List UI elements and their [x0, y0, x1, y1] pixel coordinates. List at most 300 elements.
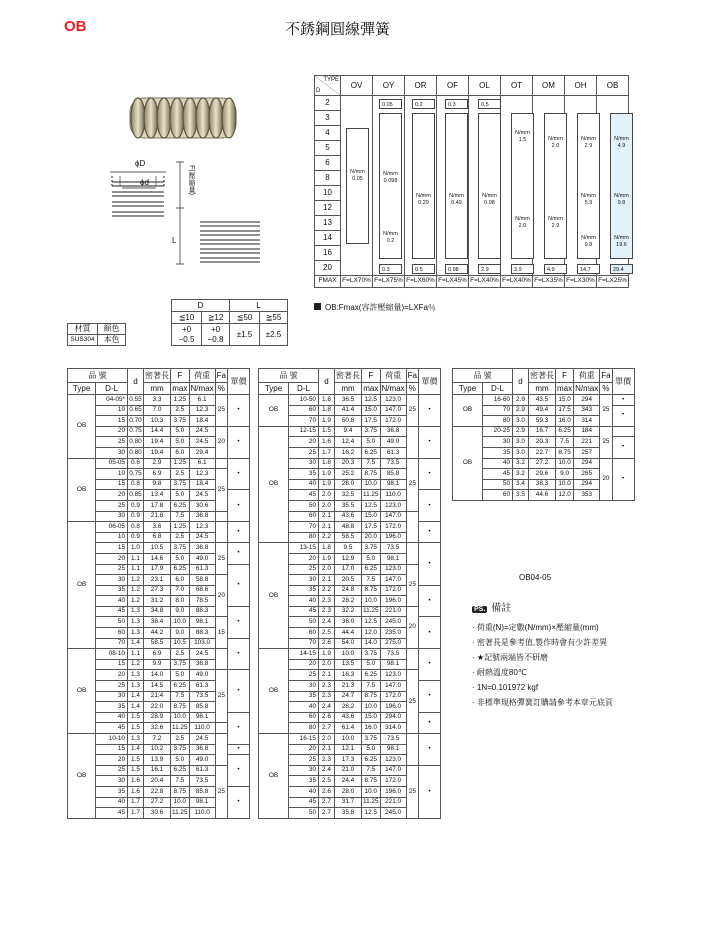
value-cell: 235.0: [380, 628, 406, 639]
table-row: [68, 522, 250, 533]
dl-cell: 45: [288, 606, 318, 617]
price-cell: •: [419, 522, 441, 543]
fa-cell: 25: [600, 426, 612, 458]
value-cell: 3.75: [362, 426, 381, 437]
dl-cell: 35: [288, 469, 318, 480]
value-cell: 10.0: [335, 734, 362, 745]
bottom-value: 0.5: [412, 264, 435, 274]
fa-cell: [406, 511, 418, 543]
note-item: · 1N=0.101972 kgf: [472, 683, 539, 692]
value-cell: 73.5: [380, 543, 406, 554]
value-cell: 12.5: [362, 395, 381, 406]
dl-cell: 15: [96, 543, 128, 554]
fa-cell: [215, 522, 227, 543]
value-cell: 28.0: [335, 786, 362, 797]
value-cell: 12.9: [335, 553, 362, 564]
value-cell: 3.75: [171, 416, 190, 427]
type-range-bar: [544, 113, 567, 259]
value-cell: 12.4: [335, 437, 362, 448]
value-cell: 10.0: [362, 786, 381, 797]
value-cell: 1.4: [128, 691, 144, 702]
value-cell: 21.0: [335, 765, 362, 776]
price-cell: •: [612, 437, 634, 458]
material-value: SUS304: [68, 335, 98, 346]
value-cell: 1.2: [128, 585, 144, 596]
value-cell: 2.5: [171, 469, 190, 480]
value-cell: 353: [574, 490, 600, 501]
value-cell: 2.4: [319, 617, 335, 628]
value-cell: 24.5: [189, 437, 215, 448]
type-header: Type: [453, 383, 483, 395]
value-cell: 88.3: [189, 606, 215, 617]
value-cell: 1.25: [171, 395, 190, 406]
dl-cell: 15: [96, 479, 128, 490]
value-cell: 61.4: [335, 723, 362, 734]
value-cell: 20.0: [362, 532, 381, 543]
value-cell: 13.5: [335, 659, 362, 670]
value-cell: 8.75: [362, 469, 381, 480]
value-cell: 9.0: [171, 606, 190, 617]
bottom-value: 14.7: [577, 264, 600, 274]
value-cell: 2.0: [319, 564, 335, 575]
value-cell: 1.6: [128, 786, 144, 797]
rate-label: N/mm 19.6: [614, 235, 629, 248]
dl-cell: 06-05: [96, 522, 128, 533]
value-cell: 9.8: [144, 479, 171, 490]
value-cell: 7.5: [362, 458, 381, 469]
value-cell: 221.0: [380, 797, 406, 808]
value-cell: 123.0: [380, 755, 406, 766]
value-cell: 110.0: [189, 808, 215, 819]
value-cell: 2.5: [171, 532, 190, 543]
value-cell: 103.0: [189, 638, 215, 649]
value-cell: 10.0: [335, 649, 362, 660]
value-cell: 0.75: [128, 426, 144, 437]
table-row: [68, 670, 250, 681]
dl-cell: 35: [96, 585, 128, 596]
value-cell: 294: [574, 479, 600, 490]
F-header: F: [556, 369, 574, 383]
value-cell: 1.2: [128, 575, 144, 586]
value-cell: 43.6: [335, 511, 362, 522]
d-value: 14: [315, 231, 341, 246]
value-cell: 22.0: [144, 702, 171, 713]
series-code: OB: [64, 18, 87, 35]
value-cell: 10.2: [144, 744, 171, 755]
dl-cell: 45: [96, 723, 128, 734]
fa-cell: [215, 723, 227, 734]
type-header: OB: [597, 76, 629, 96]
price-cell: •: [228, 638, 250, 670]
value-cell: 123.0: [380, 500, 406, 511]
value-cell: 0.8: [128, 522, 144, 533]
fmax-label: FMAX: [315, 276, 341, 288]
value-cell: 24.5: [189, 734, 215, 745]
type-cell: OB: [68, 395, 96, 459]
rate-label: N/mm 0.098: [383, 170, 398, 184]
value-cell: 15.0: [362, 405, 381, 416]
value-cell: 49.4: [529, 405, 556, 416]
value-cell: 14.4: [144, 426, 171, 437]
value-cell: 3.3: [144, 395, 171, 406]
table-row: [68, 426, 250, 437]
dl-cell: 15: [96, 416, 128, 427]
value-cell: 1.1: [128, 564, 144, 575]
value-cell: 7.5: [362, 765, 381, 776]
d-value: 12: [315, 201, 341, 216]
dl-cell: 20: [288, 659, 318, 670]
value-cell: 49.0: [380, 437, 406, 448]
value-cell: 123.0: [380, 395, 406, 406]
color-value: 本色: [98, 335, 126, 346]
dl-cell: 25: [96, 437, 128, 448]
value-cell: 3.0: [513, 437, 529, 448]
table-row: [68, 723, 250, 734]
value-cell: 6.25: [171, 765, 190, 776]
table-row: [259, 395, 441, 406]
value-cell: 1.2: [128, 659, 144, 670]
value-cell: 28.2: [335, 702, 362, 713]
value-cell: 49.0: [189, 553, 215, 564]
value-cell: 35.5: [335, 500, 362, 511]
value-cell: 27.2: [144, 797, 171, 808]
mm-header: mm: [335, 383, 362, 395]
price-cell: •: [228, 395, 250, 427]
dl-cell: 70: [288, 416, 318, 427]
max-header: max: [172, 383, 188, 393]
value-cell: 59.3: [529, 416, 556, 427]
value-cell: 12.0: [556, 490, 574, 501]
phi-d-label: ϕd: [140, 178, 149, 187]
value-cell: 275.0: [380, 638, 406, 649]
legend-text: OB:Fmax(容許壓縮量)=LXFa％: [325, 303, 436, 312]
top-value: 0.05: [379, 99, 402, 109]
value-cell: 8.75: [362, 691, 381, 702]
load-header: 荷重: [380, 369, 406, 383]
note-item: · 荷重(N)=定數(N/mm)×壓縮量(mm): [472, 623, 599, 632]
value-cell: 3.6: [144, 522, 171, 533]
compressed-coil: [200, 222, 260, 262]
value-cell: 110.0: [189, 723, 215, 734]
notes-title: 備註: [491, 603, 512, 614]
price-cell: •: [228, 543, 250, 564]
value-cell: 2.3: [319, 681, 335, 692]
value-cell: 3.5: [513, 490, 529, 501]
value-cell: 98.1: [380, 553, 406, 564]
d-value: 13: [315, 216, 341, 231]
rate-label: N/mm 5.9: [581, 193, 596, 206]
type-header: OF: [437, 76, 469, 96]
value-cell: 61.3: [380, 447, 406, 458]
price-cell: •: [419, 649, 441, 681]
price-header: 單價: [612, 369, 634, 395]
type-cell: OB: [259, 543, 289, 649]
value-cell: 2.7: [319, 808, 335, 819]
value-cell: 172.0: [380, 776, 406, 787]
dl-cell: 10: [96, 469, 128, 480]
value-cell: 32.2: [335, 606, 362, 617]
value-cell: 22.8: [144, 786, 171, 797]
value-cell: 16.3: [335, 670, 362, 681]
value-cell: 3.0: [513, 416, 529, 427]
value-cell: 48.8: [335, 522, 362, 533]
fa-cell: 25: [215, 670, 227, 723]
value-cell: 0.9: [128, 500, 144, 511]
value-cell: 265: [574, 469, 600, 480]
price-cell: •: [228, 744, 250, 755]
value-cell: 49.0: [189, 755, 215, 766]
dl-cell: 60: [288, 712, 318, 723]
bottom-value: 29.4: [610, 264, 633, 274]
dl-cell: 25: [288, 670, 318, 681]
value-cell: 73.5: [380, 649, 406, 660]
dl-cell: 70: [96, 638, 128, 649]
nmm-header: N/max: [575, 383, 599, 393]
note-item: · 非標準規格彈簧訂購請參考本章元底頁: [472, 698, 613, 707]
dl-cell: 13-15: [288, 543, 318, 554]
value-cell: 1.4: [128, 702, 144, 713]
value-cell: 1.6: [319, 437, 335, 448]
value-cell: 1.8: [319, 395, 335, 406]
value-cell: 314: [574, 416, 600, 427]
value-cell: 2.1: [319, 670, 335, 681]
value-cell: 1.5: [128, 723, 144, 734]
value-cell: 24.5: [189, 426, 215, 437]
Fa-header: Fa: [600, 369, 612, 383]
fa-cell: 25: [215, 469, 227, 511]
value-cell: 19.4: [144, 437, 171, 448]
value-cell: 0.85: [128, 490, 144, 501]
table-row: [68, 765, 250, 776]
value-cell: 1.3: [128, 617, 144, 628]
value-cell: 5.0: [171, 755, 190, 766]
price-cell: •: [228, 712, 250, 744]
value-cell: 12.5: [362, 500, 381, 511]
value-cell: 7.5: [362, 681, 381, 692]
value-cell: 0.9: [128, 532, 144, 543]
price-cell: [612, 426, 634, 437]
tol-D2: +0 −0.8: [202, 324, 230, 346]
price-cell: •: [419, 765, 441, 818]
value-cell: 6.25: [556, 426, 574, 437]
price-cell: •: [419, 585, 441, 617]
value-cell: 314.0: [380, 723, 406, 734]
value-cell: 1.8: [319, 458, 335, 469]
value-cell: 20.4: [144, 776, 171, 787]
value-cell: 2.5: [171, 405, 190, 416]
price-cell: •: [419, 734, 441, 766]
dl-cell: 40: [288, 479, 318, 490]
value-cell: 10.0: [556, 479, 574, 490]
value-cell: 9.5: [335, 543, 362, 554]
value-cell: 98.1: [380, 744, 406, 755]
value-cell: 1.3: [128, 628, 144, 639]
value-cell: 73.5: [189, 691, 215, 702]
value-cell: 0.9: [128, 511, 144, 522]
value-cell: 147.0: [380, 681, 406, 692]
value-cell: 0.80: [128, 447, 144, 458]
value-cell: 29.4: [189, 447, 215, 458]
dl-cell: 40: [288, 702, 318, 713]
value-cell: 16.0: [556, 416, 574, 427]
value-cell: 29.6: [529, 469, 556, 480]
value-cell: 20.3: [529, 437, 556, 448]
value-cell: 2.5: [319, 628, 335, 639]
value-cell: 16.0: [362, 723, 381, 734]
dl-cell: 40: [96, 596, 128, 607]
dl-cell: 50: [482, 479, 512, 490]
dl-cell: 16-60: [482, 395, 512, 406]
mi-header: 密著長: [529, 369, 556, 383]
dl-cell: 25: [288, 447, 318, 458]
value-cell: 36.8: [189, 744, 215, 755]
dl-cell: 16-15: [288, 734, 318, 745]
price-cell: •: [228, 755, 250, 787]
bottom-value: 2.9: [478, 264, 501, 274]
value-cell: 1.7: [319, 447, 335, 458]
value-cell: 2.6: [319, 638, 335, 649]
color-header: 顏色: [98, 324, 126, 335]
rate-label: N/mm 9.8: [614, 193, 629, 206]
fa-cell: 25: [406, 670, 418, 734]
value-cell: 6.25: [362, 755, 381, 766]
value-cell: 12.3: [189, 469, 215, 480]
value-cell: 2.4: [319, 702, 335, 713]
part-code: OB04-05: [519, 573, 552, 582]
value-cell: 257: [574, 447, 600, 458]
value-cell: 1.9: [319, 649, 335, 660]
table-row: [259, 543, 441, 554]
note-item: · 耐熱溫度80℃: [472, 668, 527, 677]
material-table: [67, 323, 126, 346]
price-cell: •: [419, 681, 441, 713]
d-value: 5: [315, 141, 341, 156]
dl-cell: 35: [288, 776, 318, 787]
type-range-bar: [346, 128, 369, 244]
dl-cell: 25: [96, 500, 128, 511]
type-header: OH: [565, 76, 597, 96]
value-cell: 1.5: [128, 755, 144, 766]
value-cell: 1.5: [128, 712, 144, 723]
fa-cell: 15: [215, 617, 227, 649]
dl-cell: 20: [96, 426, 128, 437]
value-cell: 1.4: [128, 638, 144, 649]
legend: [314, 302, 436, 313]
value-cell: 38.4: [144, 617, 171, 628]
dl-header: D-L: [482, 383, 512, 395]
dl-cell: 40: [288, 596, 318, 607]
fa-cell: 25: [406, 458, 418, 511]
rate-label: N/mm 0.49: [449, 193, 464, 206]
value-cell: 31.7: [335, 797, 362, 808]
value-cell: 10.0: [362, 479, 381, 490]
note-item: · 密著長是參考值,製作時會有少許差異: [472, 638, 608, 647]
value-cell: 196.0: [380, 532, 406, 543]
rate-label: N/mm 2.9: [548, 215, 563, 229]
dl-cell: 20: [288, 744, 318, 755]
spring-diagram: [100, 92, 300, 282]
bottom-value: 4.9: [544, 264, 567, 274]
fmax-value: F=LX35%: [533, 276, 565, 288]
value-cell: 14.0: [362, 638, 381, 649]
value-cell: 34.8: [144, 606, 171, 617]
value-cell: 196.0: [380, 702, 406, 713]
value-cell: 12.3: [189, 522, 215, 533]
value-cell: 8.75: [362, 776, 381, 787]
value-cell: 21.8: [144, 511, 171, 522]
dl-cell: 45: [288, 490, 318, 501]
value-cell: 0.8: [128, 479, 144, 490]
d-value: 8: [315, 171, 341, 186]
value-cell: 35.8: [335, 808, 362, 819]
value-cell: 172.0: [380, 522, 406, 533]
price-header: 單價: [228, 369, 250, 395]
value-cell: 58.8: [189, 575, 215, 586]
fmax-value: F=LX45%: [437, 276, 469, 288]
mi-header: 密著長: [144, 369, 171, 383]
value-cell: 172.0: [380, 416, 406, 427]
value-cell: 15.0: [556, 395, 574, 406]
mi-header: 密著長: [335, 369, 362, 383]
value-cell: 17.5: [362, 416, 381, 427]
fmax-value: F=LX30%: [565, 276, 597, 288]
top-value: 0.5: [478, 99, 501, 109]
table-row: [453, 426, 635, 437]
F-header: F: [362, 369, 381, 383]
dl-cell: 30: [96, 691, 128, 702]
value-cell: 1.5: [319, 426, 335, 437]
dl-cell: 30: [96, 776, 128, 787]
fa-cell: [215, 511, 227, 522]
value-cell: 1.1: [128, 553, 144, 564]
dl-cell: 40: [96, 712, 128, 723]
value-cell: 20.3: [335, 458, 362, 469]
value-cell: 9.0: [171, 628, 190, 639]
bottom-value: 0.3: [379, 264, 402, 274]
value-cell: 6.0: [171, 447, 190, 458]
price-cell: •: [612, 395, 634, 406]
value-cell: 2.2: [319, 585, 335, 596]
value-cell: 2.5: [319, 776, 335, 787]
table-row: [259, 426, 441, 437]
dl-cell: 45: [96, 606, 128, 617]
value-cell: 11.25: [362, 490, 381, 501]
price-cell: •: [228, 564, 250, 606]
fa-cell: [215, 649, 227, 670]
value-cell: 23.1: [144, 575, 171, 586]
pinhao-header: 品 號: [453, 369, 513, 383]
value-cell: 0.75: [128, 469, 144, 480]
value-cell: 32.5: [335, 490, 362, 501]
dl-header: D-L: [96, 383, 128, 395]
value-cell: 15.0: [362, 511, 381, 522]
value-cell: 36.8: [189, 543, 215, 554]
value-cell: 1.9: [319, 416, 335, 427]
value-cell: 6.25: [362, 447, 381, 458]
value-cell: 7.5: [556, 437, 574, 448]
value-cell: 10.5: [171, 638, 190, 649]
price-cell: •: [419, 543, 441, 585]
max-header: max: [557, 383, 573, 393]
price-cell: •: [419, 458, 441, 490]
value-cell: 7.5: [171, 776, 190, 787]
value-cell: 1.2: [128, 596, 144, 607]
value-cell: 172.0: [380, 691, 406, 702]
value-cell: 24.5: [189, 532, 215, 543]
value-cell: 58.5: [144, 638, 171, 649]
value-cell: 123.0: [380, 564, 406, 575]
dl-cell: 30: [288, 575, 318, 586]
